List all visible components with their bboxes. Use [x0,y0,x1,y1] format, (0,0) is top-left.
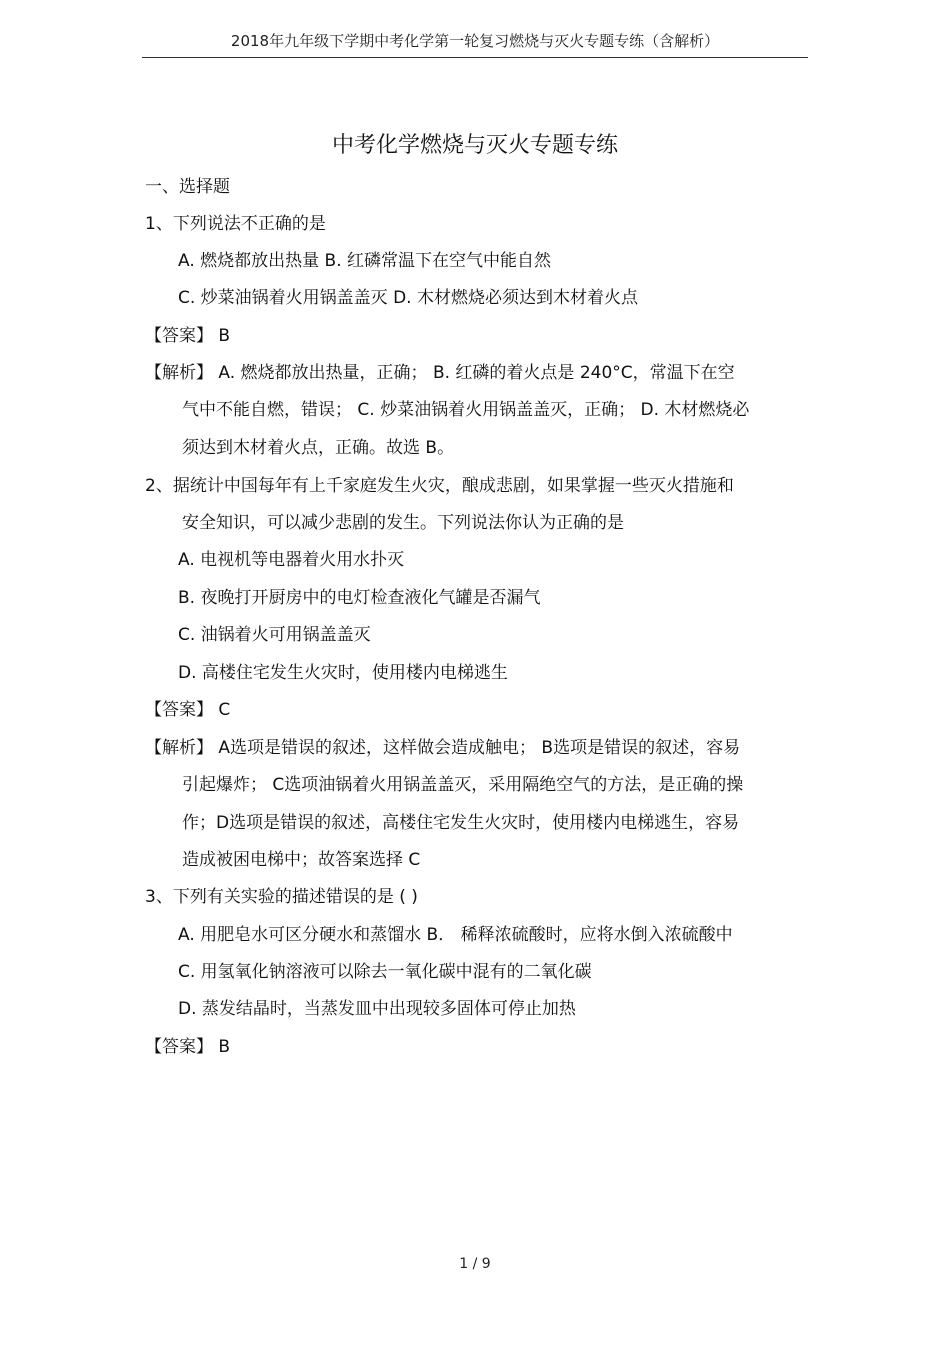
q1-options-ab: A. 燃烧都放出热量 B. 红磷常温下在空气中能自然 [178,251,552,271]
q1-analysis-line: 须达到木材着火点，正确。故选 B。 [182,438,455,458]
page-title: 中考化学燃烧与灭火专题专练 [331,133,618,158]
q2-analysis-line: 引起爆炸； C选项油锅着火用锅盖盖灭，采用隔绝空气的方法，是正确的操 [182,775,744,795]
q1-stem: 1、下列说法不正确的是 [145,214,326,234]
q3-stem: 3、下列有关实验的描述错误的是 ( ) [145,887,418,907]
q3-option: C. 用氢氧化钠溶液可以除去一氧化碳中混有的二氧化碳 [178,962,592,982]
q3-answer: 【答案】 B [145,1037,231,1057]
q2-analysis-line: 作；D选项是错误的叙述，高楼住宅发生火灾时，使用楼内电梯逃生，容易 [182,813,740,833]
q3-option: D. 蒸发结晶时，当蒸发皿中出现较多固体可停止加热 [178,999,576,1019]
q3-option: A. 用肥皂水可区分硬水和蒸馏水 B． 稀释浓硫酸时，应将水倒入浓硫酸中 [178,925,733,945]
q2-stem-line: 安全知识，可以减少悲剧的发生。下列说法你认为正确的是 [182,513,624,533]
q1-options-cd: C. 炒菜油锅着火用锅盖盖灭 D. 木材燃烧必须达到木材着火点 [178,288,638,308]
q2-answer: 【答案】 C [145,700,231,720]
q2-option: D. 高楼住宅发生火灾时，使用楼内电梯逃生 [178,663,508,683]
q2-option: B. 夜晚打开厨房中的电灯检查液化气罐是否漏气 [178,588,541,608]
q2-stem-line: 2、据统计中国每年有上千家庭发生火灾，酿成悲剧，如果掌握一些灭火措施和 [145,476,734,496]
q2-analysis-line: 造成被困电梯中；故答案选择 C [182,850,421,870]
q1-analysis-line: 气中不能自燃，错误； C. 炒菜油锅着火用锅盖盖灭，正确； D. 木材燃烧必 [182,400,750,420]
q1-answer: 【答案】 B [145,326,231,346]
q1-analysis-line: 【解析】 A. 燃烧都放出热量，正确； B. 红磷的着火点是 240°C，常温下在空 [145,363,735,383]
q2-option: C. 油锅着火可用锅盖盖灭 [178,625,371,645]
page-number: 1 / 9 [459,1256,491,1272]
section-heading: 一、选择题 [145,177,230,197]
q2-option: A. 电视机等电器着火用水扑灭 [178,550,405,570]
page-header: 2018年九年级下学期中考化学第一轮复习燃烧与灭火专题专练（含解析） [142,30,808,58]
q2-analysis-line: 【解析】 A选项是错误的叙述，这样做会造成触电； B选项是错误的叙述，容易 [145,738,741,758]
